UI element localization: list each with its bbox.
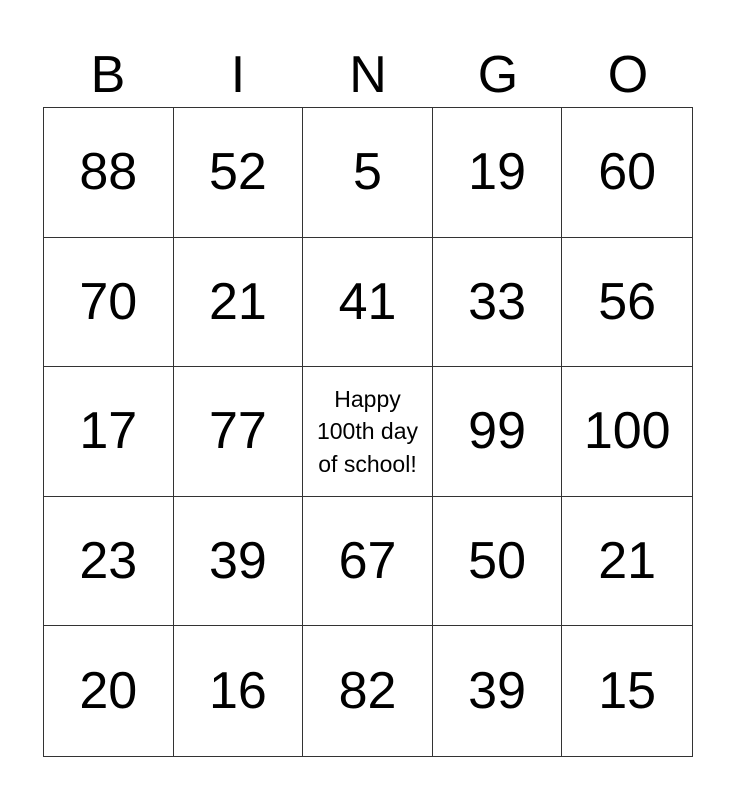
bingo-header xyxy=(43,42,693,108)
bingo-cell: 70 xyxy=(44,238,174,368)
bingo-cell: 5 xyxy=(303,108,433,238)
bingo-cell: 19 xyxy=(433,108,563,238)
bingo-cell: 16 xyxy=(174,626,304,756)
bingo-cell: 60 xyxy=(562,108,692,238)
free-space-cell: Happy 100th day of school! xyxy=(303,367,433,497)
bingo-cell: 20 xyxy=(44,626,174,756)
bingo-cell: 33 xyxy=(433,238,563,368)
bingo-cell: 99 xyxy=(433,367,563,497)
header-letter-i: I xyxy=(230,46,246,104)
bingo-cell: 39 xyxy=(174,497,304,627)
header-letter-g: G xyxy=(477,46,519,104)
bingo-cell: 88 xyxy=(44,108,174,238)
bingo-cell: 17 xyxy=(44,367,174,497)
header-letter-o: O xyxy=(607,46,649,104)
bingo-cell: 21 xyxy=(562,497,692,627)
bingo-board xyxy=(43,107,693,757)
bingo-cell: 39 xyxy=(433,626,563,756)
bingo-cell: 21 xyxy=(174,238,304,368)
bingo-cell: 82 xyxy=(303,626,433,756)
header-letter-n: N xyxy=(349,46,387,104)
bingo-cell: 15 xyxy=(598,662,657,721)
bingo-cell: 50 xyxy=(433,497,563,627)
bingo-cell: 77 xyxy=(174,367,304,497)
bingo-cell: 56 xyxy=(562,238,692,368)
bingo-cell: 52 xyxy=(174,108,304,238)
bingo-cell: 41 xyxy=(303,238,433,368)
bingo-cell: 23 xyxy=(44,497,174,627)
bingo-cell: 100 xyxy=(562,367,692,497)
header-letter-b: B xyxy=(90,46,126,104)
bingo-cell: 67 xyxy=(303,497,433,627)
